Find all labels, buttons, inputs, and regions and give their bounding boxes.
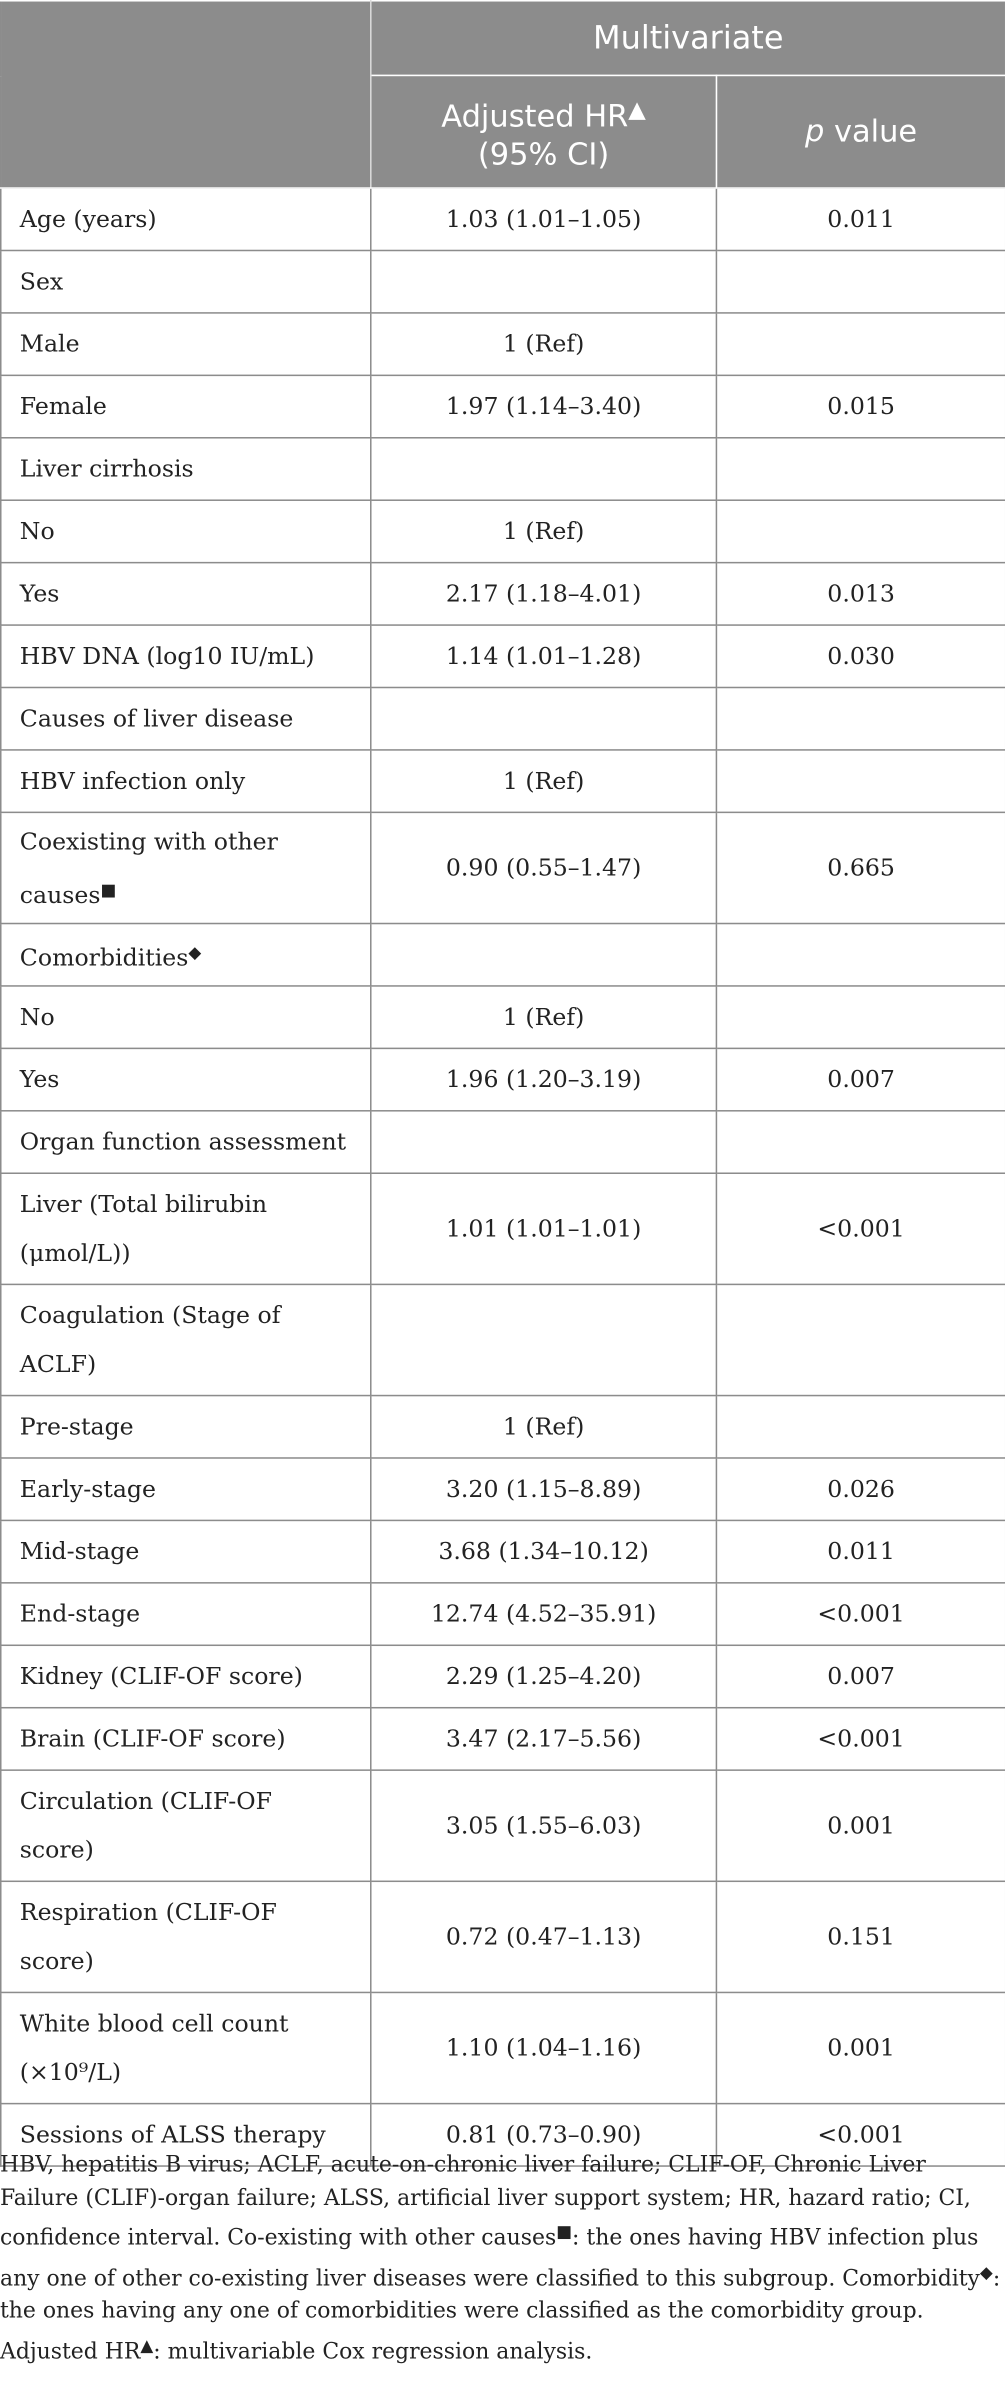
adjusted-hr-cell: 3.20 (1.15–8.89) [371,1458,717,1520]
variable-cell [1,986,371,1048]
p-value-cell: 0.665 [716,812,1005,923]
variable-label: Liver (Total bilirubin (μmol/L)) [19,1190,268,1267]
adjusted-hr-cell: 0.81 (0.73–0.90) [371,2104,717,2166]
variable-cell [1,1520,371,1582]
table-row [1,1583,1005,1645]
variable-cell [1,625,371,687]
variable-cell [1,313,371,375]
adjusted-hr-cell: 3.68 (1.34–10.12) [371,1520,717,1582]
p-value-cell [716,1111,1005,1173]
variable-label: HBV DNA (log10 IU/mL) [19,642,315,670]
diamond-mark-icon: ◆ [188,941,202,962]
variable-cell [1,812,371,923]
p-value-cell [716,1284,1005,1395]
adjusted-hr-cell: 1 (Ref) [371,313,717,375]
p-value-cell: <0.001 [716,1173,1005,1284]
adjusted-hr-cell: 3.47 (2.17–5.56) [371,1708,717,1770]
p-value-cell: 0.151 [716,1881,1005,1992]
variable-cell [1,250,371,312]
footnote-part2: : the ones having HBV infection plus any one of other co-existing liver diseases were classified to this subgroup. Comorbidity [0,2226,980,2291]
adjusted-hr-cell: 2.29 (1.25–4.20) [371,1645,717,1707]
table-row [1,1396,1005,1458]
adjusted-hr-cell: 1.96 (1.20–3.19) [371,1048,717,1110]
header-hr-line1: Adjusted HR [441,96,629,134]
table-row [1,1645,1005,1707]
variable-label: Respiration (CLIF-OF score) [19,1898,277,1975]
variable-cell [1,375,371,437]
variable-cell [1,1881,371,1992]
square-mark-icon: ■ [556,2221,573,2242]
table-row [1,1048,1005,1110]
adjusted-hr-cell: 0.72 (0.47–1.13) [371,1881,717,1992]
variable-cell [1,1770,371,1881]
p-value-cell: 0.026 [716,1458,1005,1520]
variable-label: Causes of liver disease [19,705,294,733]
variable-label: Age (years) [19,205,157,233]
adjusted-hr-cell: 3.05 (1.55–6.03) [371,1770,717,1881]
variable-label: Sex [19,267,64,296]
adjusted-hr-cell: 1.97 (1.14–3.40) [371,375,717,437]
table-body [1,188,1005,2166]
variable-cell [1,1583,371,1645]
table-footnote [0,2150,1005,2369]
table-row [1,812,1005,923]
adjusted-hr-cell: 1.01 (1.01–1.01) [371,1173,717,1284]
table-row [1,563,1005,625]
p-value-cell: 0.001 [716,1770,1005,1881]
header-adjusted-hr [371,75,717,188]
p-value-cell: 0.030 [716,625,1005,687]
variable-cell [1,1645,371,1707]
variable-label: HBV infection only [19,767,246,795]
footnote-part3: : the ones having any one of comorbidities were classified as the comorbidity group. Adjusted HR [0,2266,1001,2364]
variable-cell [1,438,371,500]
variable-cell [1,1284,371,1395]
table-header [1,1,1005,188]
table-row [1,1173,1005,1284]
table-row [1,188,1005,250]
p-value-cell [716,986,1005,1048]
variable-label: Comorbidities [19,943,189,971]
variable-cell [1,1992,371,2103]
table-row [1,250,1005,312]
header-p-letter: p [804,112,825,150]
p-value-cell [716,687,1005,749]
p-value-cell [716,924,1005,986]
adjusted-hr-cell: 1.14 (1.01–1.28) [371,625,717,687]
variable-label: End-stage [19,1600,141,1628]
footnote-part1: HBV, hepatitis B virus; ACLF, acute-on-chronic liver failure; CLIF-OF, Chronic Liver Failure (CLIF)-organ failure; ALSS, artificial liver support system; HR, hazard ratio; CI, confidence interval. Co-existing with other causes [0,2153,971,2251]
p-value-cell: 0.001 [716,1992,1005,2103]
footnote-part4: : multivariable Cox regression analysis. [153,2339,593,2364]
p-value-cell: 0.011 [716,1520,1005,1582]
p-value-cell [716,500,1005,562]
table-row [1,1458,1005,1520]
adjusted-hr-cell: 1 (Ref) [371,500,717,562]
p-value-cell: 0.013 [716,563,1005,625]
variable-label: Liver cirrhosis [19,455,194,483]
table-row [1,1708,1005,1770]
variable-label: Yes [19,580,60,608]
variable-cell [1,687,371,749]
variable-label: Brain (CLIF-OF score) [19,1725,286,1753]
variable-cell [1,750,371,812]
variable-cell [1,188,371,250]
adjusted-hr-cell: 12.74 (4.52–35.91) [371,1583,717,1645]
variable-cell [1,1111,371,1173]
table-row [1,625,1005,687]
triangle-mark-icon: ▲ [628,95,646,123]
p-value-cell [716,1396,1005,1458]
variable-label: Early-stage [19,1475,156,1503]
p-value-cell [716,313,1005,375]
square-mark-icon: ■ [100,879,117,900]
table-row [1,438,1005,500]
adjusted-hr-cell: 1.10 (1.04–1.16) [371,1992,717,2103]
p-value-cell [716,250,1005,312]
p-value-cell: 0.007 [716,1048,1005,1110]
variable-cell [1,1048,371,1110]
variable-cell [1,563,371,625]
p-value-cell: 0.011 [716,188,1005,250]
variable-cell [1,924,371,986]
table-row [1,1284,1005,1395]
table-row [1,375,1005,437]
adjusted-hr-cell [371,924,717,986]
table-row [1,750,1005,812]
adjusted-hr-cell: 1 (Ref) [371,750,717,812]
variable-label: Organ function assessment [19,1128,347,1156]
adjusted-hr-cell: 0.90 (0.55–1.47) [371,812,717,923]
adjusted-hr-cell [371,438,717,500]
p-value-cell: 0.015 [716,375,1005,437]
adjusted-hr-cell [371,250,717,312]
variable-label: Coagulation (Stage of ACLF) [19,1301,281,1379]
variable-label: Pre-stage [19,1413,134,1441]
p-value-cell [716,438,1005,500]
variable-label: No [19,1003,55,1031]
adjusted-hr-cell: 1 (Ref) [371,1396,717,1458]
variable-label: Kidney (CLIF-OF score) [19,1662,303,1691]
p-value-cell: <0.001 [716,1583,1005,1645]
variable-label: Circulation (CLIF-OF score) [19,1787,272,1864]
variable-label: No [19,517,55,546]
adjusted-hr-cell [371,1284,717,1395]
table-row [1,1881,1005,1992]
variable-label: White blood cell count (×10⁹/L) [19,2009,289,2087]
p-value-cell: <0.001 [716,1708,1005,1770]
diamond-mark-icon: ◆ [979,2261,993,2282]
p-value-cell: <0.001 [716,2104,1005,2166]
table-row [1,687,1005,749]
variable-cell [1,1458,371,1520]
adjusted-hr-cell: 2.17 (1.18–4.01) [371,563,717,625]
header-multivariate: Multivariate [371,1,1005,76]
adjusted-hr-cell [371,1111,717,1173]
table-row [1,1111,1005,1173]
variable-label: Mid-stage [19,1537,140,1566]
variable-label: Female [19,392,107,421]
table-row [1,924,1005,986]
table-row [1,313,1005,375]
variable-label: Sessions of ALSS therapy [19,2121,326,2149]
variable-label: Male [19,330,80,358]
variable-cell [1,500,371,562]
header-hr-line2: (95% CI) [477,134,610,172]
p-value-cell [716,750,1005,812]
variable-label: Coexisting with other causes [19,827,278,909]
p-value-cell: 0.007 [716,1645,1005,1707]
table-row [1,1992,1005,2103]
variable-label: Yes [19,1065,60,1094]
adjusted-hr-cell: 1.03 (1.01–1.05) [371,188,717,250]
table-row [1,1520,1005,1582]
table-row [1,986,1005,1048]
variable-cell [1,1708,371,1770]
adjusted-hr-cell: 1 (Ref) [371,986,717,1048]
table-row [1,500,1005,562]
triangle-mark-icon: ▲ [140,2335,154,2355]
header-p-rest: value [824,112,918,150]
adjusted-hr-cell [371,687,717,749]
variable-cell [1,1396,371,1458]
table-row [1,1770,1005,1881]
variable-cell [1,1173,371,1284]
header-blank-cell [1,1,371,188]
header-p-value [716,75,1005,188]
